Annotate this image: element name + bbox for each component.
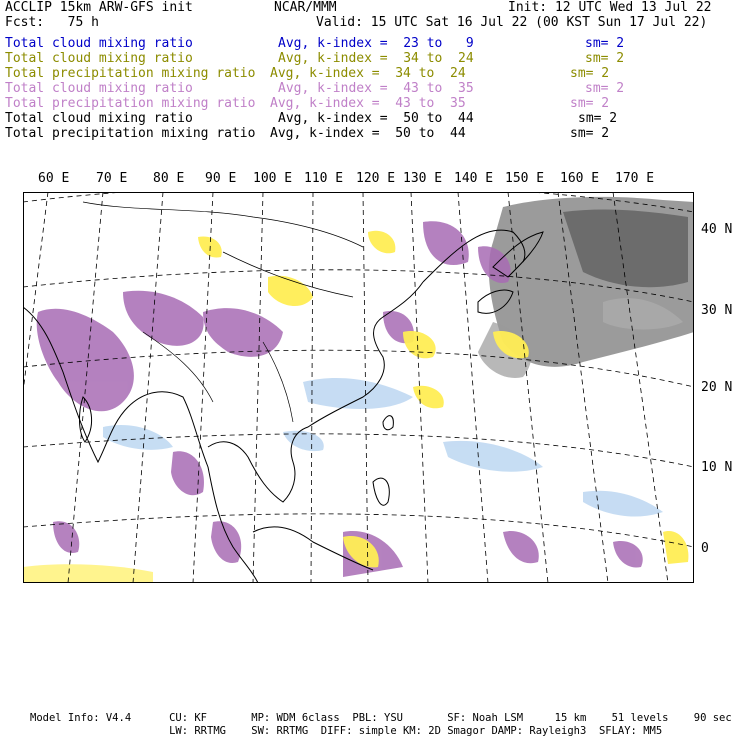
field-name: Total cloud mixing ratio (5, 111, 193, 126)
latitude-label: 20 N (701, 380, 733, 395)
field-avg: Avg, k-index = 50 to 44 (270, 126, 466, 141)
field-sm: sm= 2 (570, 126, 610, 141)
longitude-label: 120 E (356, 171, 396, 186)
field-avg: Avg, k-index = 34 to 24 (278, 51, 474, 66)
field-sm: sm= 2 (578, 111, 618, 126)
field-sm: sm= 2 (570, 66, 610, 81)
longitude-label: 110 E (304, 171, 344, 186)
longitude-label: 70 E (96, 171, 128, 186)
field-name: Total precipitation mixing ratio (5, 126, 256, 141)
model-title: ACCLIP 15km ARW-GFS init (5, 0, 193, 15)
longitude-label: 100 E (253, 171, 293, 186)
field-avg: Avg, k-index = 23 to 9 (278, 36, 474, 51)
footer-model-info-line1: Model Info: V4.4 CU: KF MP: WDM 6class PBL: YSU SF: Noah LSM 15 km 51 levels 90 sec (30, 712, 732, 724)
field-avg: Avg, k-index = 34 to 24 (270, 66, 466, 81)
longitude-label: 80 E (153, 171, 185, 186)
field-sm: sm= 2 (570, 96, 610, 111)
field-avg: Avg, k-index = 50 to 44 (278, 111, 474, 126)
longitude-label: 90 E (205, 171, 237, 186)
field-avg: Avg, k-index = 43 to 35 (270, 96, 466, 111)
longitude-label: 130 E (403, 171, 443, 186)
latitude-label: 30 N (701, 303, 733, 318)
forecast-map (23, 192, 694, 583)
field-name: Total cloud mixing ratio (5, 51, 193, 66)
longitude-label: 160 E (560, 171, 600, 186)
longitude-label: 60 E (38, 171, 70, 186)
longitude-label: 150 E (505, 171, 545, 186)
field-name: Total cloud mixing ratio (5, 36, 193, 51)
latitude-label: 10 N (701, 460, 733, 475)
field-name: Total cloud mixing ratio (5, 81, 193, 96)
field-sm: sm= 2 (585, 36, 625, 51)
latitude-label: 0 (701, 541, 709, 556)
init-time: Init: 12 UTC Wed 13 Jul 22 (508, 0, 712, 15)
longitude-label: 140 E (454, 171, 494, 186)
latitude-label: 40 N (701, 222, 733, 237)
field-sm: sm= 2 (585, 81, 625, 96)
field-avg: Avg, k-index = 43 to 35 (278, 81, 474, 96)
footer-model-info-line2: LW: RRTMG SW: RRTMG DIFF: simple KM: 2D Smagor DAMP: Rayleigh3 SFLAY: MM5 (30, 725, 663, 737)
center-label: NCAR/MMM (274, 0, 337, 15)
forecast-hour: Fcst: 75 h (5, 15, 99, 30)
field-name: Total precipitation mixing ratio (5, 66, 256, 81)
longitude-label: 170 E (615, 171, 655, 186)
valid-time: Valid: 15 UTC Sat 16 Jul 22 (00 KST Sun 17 Jul 22) (316, 15, 708, 30)
field-sm: sm= 2 (585, 51, 625, 66)
field-name: Total precipitation mixing ratio (5, 96, 256, 111)
